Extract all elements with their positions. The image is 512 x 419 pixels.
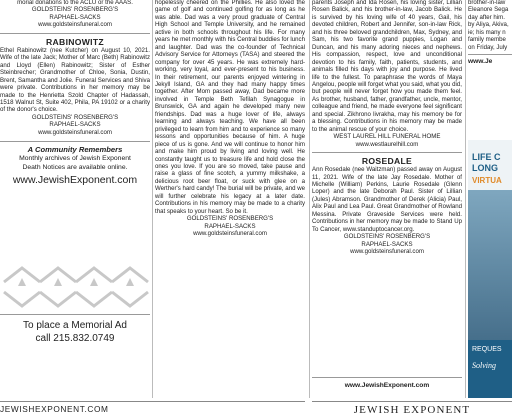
obituary-heading-rosedale: ROSEDALE (361, 156, 413, 167)
footer-masthead: JEWISH EXPONENT (353, 404, 471, 416)
column-1 (0, 0, 150, 344)
obituary-body-rosedale: Ann Rosedale (nee Waitzman) passed away on August 11, 2021. Wife of the late Jay Rosedale. Mother of Michelle (William) Perkins, Laurie Rosedale (Glenn Loper) and the late Deborah Paul. Sister of Lillian (Jules) Abramson. Grandmother of Derek (Alicia) Paul, Alix Paul and Lea Paul. Great Grandmother of Rowland Messina. Private Graveside Services were held. Contributions in her memory may be made to Stand Up To Cancer, www.standuptocancer.org. (312, 166, 462, 233)
ad-text: REQUES (472, 346, 502, 353)
obituary-text-fragment: brother-in-law (468, 0, 506, 6)
ad-line: Monthly archives of Jewish Exponent (19, 155, 131, 163)
jewish-exponent-url[interactable]: www.JewishExponent.com (344, 382, 430, 389)
jewish-exponent-url-fragment[interactable]: www.Je (468, 58, 493, 66)
funeral-home-name: GOLDSTEINS' ROSENBERG'S (343, 233, 431, 241)
memorial-ad-line: To place a Memorial Ad (23, 320, 127, 331)
funeral-home-url[interactable]: www.goldsteinsfuneral.com (38, 21, 112, 29)
obituary-heading-rabinowitz: RABINOWITZ (46, 36, 104, 47)
column-rule (309, 0, 310, 398)
obituary-body-rabinowitz: Ethel Rabinowitz (nee Kutcher) on August 10, 2021. Wife of the late Jack; Mother of Marc (Beth) Rabinowitz and Lloyd (Ellen) Rabinowitz; Sister of Esther Steinbrecher; Grandmother of Chloe, Sonia, Dustin, Brent, Samantha and Jolie. Funeral Services and Shiva were private. Contributions in her memory may be made to the Henrietta Szold Chapter of Hadassah, 1518 Walnut St, Suite 402, Phila, PA 19102 or a charity of the donor's choice. (0, 46, 150, 114)
column-2 (155, 0, 305, 238)
obituary-text-fragment: family membe (468, 36, 506, 44)
funeral-home-name: GOLDSTEINS' ROSENBERG'S (31, 113, 119, 121)
obit-tail-line: morial donations to the ACLU or the AAAS. (17, 0, 133, 6)
memorial-ad-phone[interactable]: call 215.832.0749 (35, 333, 115, 344)
ad-banner (468, 340, 512, 398)
divider (312, 377, 462, 378)
stars-of-david-decoration (0, 262, 150, 314)
column-rule (152, 0, 153, 398)
divider (468, 54, 512, 55)
page-footer-right (312, 401, 512, 419)
column-4 (468, 0, 512, 398)
ad-line: Death Notices are available online. (22, 164, 128, 172)
obituary-body-continued: parents Joseph and Ida Rosen, his loving sister, Lillian Rosen Balick, and his brother-in-law, Jacob Balick. He is survived by his loving wife of 40 years, Gail, his devoted children, Robert and Jennifer, son-in-law Rick, and his three beloved grandchildren, Max, Sydney, and Sam, his two favorite grand puppies, Logan and Duncan, and his many adoring nieces and nephews. His compassion, respect, love and unconditional devotion to his family, faith, patients, students, and animals filled his days with joy and purpose. He lived life to the fullest. To paraphrase the words of Maya Angelou, people will forget what you said, what you did, but people will never forget how you made them feel. As brother, husband, father, grandfather, uncle, mentor, colleague and friend, he made everyone feel significant and special. Zikhrono livrakha, may his memory be for a blessing. Contributions in his memory may be made to the animal rescue of your choice. (312, 0, 462, 133)
memorial-ad (0, 319, 150, 345)
funeral-home-name: WEST LAUREL HILL FUNERAL HOME (333, 133, 441, 141)
obituary-text-fragment: on Friday, July (468, 43, 508, 51)
obituary-text-fragment: Eleanore Sega (468, 6, 509, 14)
jewish-exponent-url[interactable]: www.JewishExponent.com (12, 174, 138, 187)
page-footer-left (0, 401, 305, 419)
funeral-home-url[interactable]: www.goldsteinsfuneral.com (38, 128, 112, 136)
obituary-text-fragment: day after him. (468, 13, 505, 21)
funeral-home-name: GOLDSTEINS' ROSENBERG'S (31, 6, 119, 14)
funeral-home-name: GOLDSTEINS' ROSENBERG'S (186, 215, 274, 223)
ad-text: Solving (472, 361, 496, 370)
ad-text: VIRTUA (472, 176, 502, 185)
divider (0, 314, 150, 315)
divider (0, 141, 150, 142)
ad-title: A Community Remembers (27, 145, 123, 155)
funeral-home-name: RAPHAEL-SACKS (204, 222, 256, 230)
obituary-text-fragment: ie; his many n (468, 28, 506, 36)
ad-text: LIFE C (472, 152, 501, 162)
funeral-home-url[interactable]: www.goldsteinsfuneral.com (350, 248, 424, 256)
funeral-home-name: RAPHAEL-SACKS (49, 13, 101, 21)
column-3 (312, 0, 462, 389)
obituary-text-fragment: by Aliya, Akiva, (468, 21, 509, 29)
ad-photo (468, 190, 512, 340)
funeral-home-name: RAPHAEL-SACKS (361, 240, 413, 248)
community-remembers-ad (0, 145, 150, 186)
funeral-home-url[interactable]: www.westlaurelhill.com (355, 140, 419, 148)
footer-site-name: JEWISHEXPONENT.COM (0, 404, 109, 414)
column-rule (465, 0, 466, 398)
ad-text: LONG (472, 163, 498, 173)
star-of-david-icon (0, 262, 150, 314)
divider (312, 152, 462, 153)
funeral-home-name: RAPHAEL-SACKS (49, 121, 101, 129)
funeral-home-url[interactable]: www.goldsteinsfuneral.com (193, 230, 267, 238)
divider (0, 33, 150, 34)
obituary-body-continued: hopelessly cheered on the Phillies. He also loved the game of golf and continued golfing for as long as he was able. Dad was a very proud graduate of Central High School and Temple University, and he remained active in both schools throughout his life. For many years he met monthly with his Central buddies for lunch and laughter. Dad was the co-founder of Technical Advisory Service for Attorneys (TASA) and steered the company for over 45 years. He was extremely hard-working, very loyal, and ever-present to his business. In their retirement, our parents enjoyed wintering in Jekyll Island, GA and they had many happy times together. After Mom passed away, Dad became more involved in Temple Beth Tefilah Synagogue in Brunswick, GA and again he developed many new friendships. Dad was a huge lover of life, always learning and always teaching. We have all been privileged to learn from him and to experience so many lessons and opportunities because of him. A huge piece of us is gone. And we will continue to honor him and make him proud by living and loving well. He constantly taught us to treasure life and hold close the ones you love. If you are so moved, take pause and raise a glass of fine scotch, a yummy milkshake, a delicious root beer float, or suck with glee on a Werther's hard candy! The burial will be private, and we will further celebrate his legacy at a later date. Contributions in his memory may be made to a charity that speaks to your heart. So be it. (155, 0, 305, 215)
advertisement[interactable] (468, 140, 512, 398)
